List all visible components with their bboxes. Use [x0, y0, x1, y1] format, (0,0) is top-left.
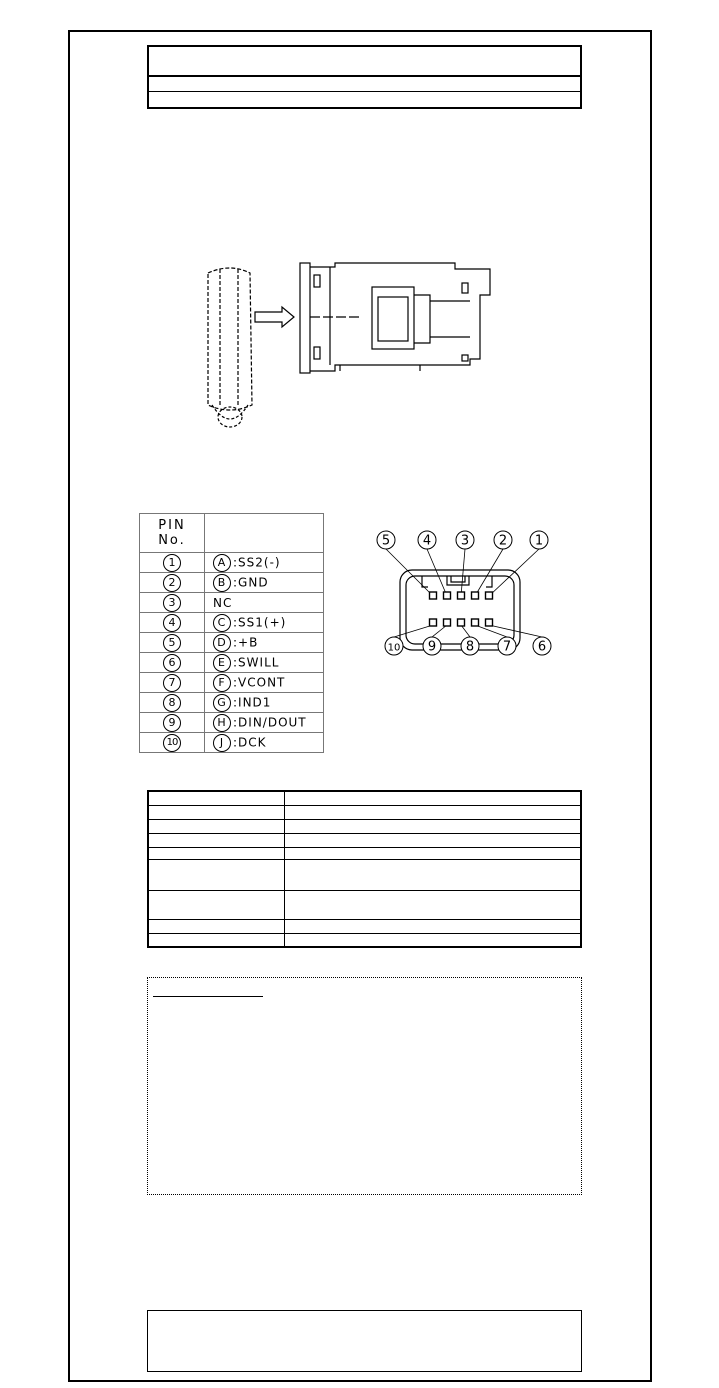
notes-box [147, 977, 582, 1195]
pin-table-header [140, 514, 324, 553]
connector-pin-top [418, 531, 451, 599]
signal-letter: C [213, 614, 231, 632]
signal-letter: E [213, 654, 231, 672]
connector-pin-label: 10 [387, 642, 401, 654]
pin-number: 4 [163, 614, 181, 632]
title-block [147, 45, 582, 109]
signal-name: NC [213, 595, 233, 610]
signal-name: :DCK [233, 735, 267, 749]
signal-letter: A [213, 554, 231, 572]
pin-row [140, 713, 324, 733]
pin-number: 2 [163, 574, 181, 592]
pin-number: 5 [163, 634, 181, 652]
pin-row [140, 673, 324, 693]
signal-name: :SS1(+) [233, 615, 287, 629]
pin-number: 1 [163, 554, 181, 572]
connector-pin-label: 7 [502, 639, 512, 655]
connector-face-drawing [370, 525, 565, 690]
switch-side-view-drawing [190, 255, 530, 435]
pin-number: 7 [163, 674, 181, 692]
pin-number: 10 [163, 734, 181, 752]
signal-letter: G [213, 694, 231, 712]
signal-name: :SS2(-) [233, 555, 281, 569]
connector-pin-label: 3 [460, 533, 470, 549]
signal-letter: D [213, 634, 231, 652]
specification-table [147, 790, 582, 948]
connector-pin-label: 2 [498, 533, 508, 549]
pin-row [140, 593, 324, 613]
pin-row [140, 633, 324, 653]
pin-row [140, 693, 324, 713]
pin-assignment-table [139, 513, 324, 753]
connector-pin-label: 8 [465, 639, 475, 655]
connector-pin-top [456, 531, 474, 599]
pin-number: 9 [163, 714, 181, 732]
pin-no-header-cell [140, 514, 205, 553]
signal-name: :GND [233, 575, 269, 589]
signal-name: :+B [233, 635, 259, 649]
connector-pin-label: 4 [422, 533, 432, 549]
pin-number: 6 [163, 654, 181, 672]
pin-row [140, 613, 324, 633]
connector-pin-label: 9 [427, 639, 437, 655]
connector-pin-label: 6 [537, 639, 547, 655]
signal-header-cell [205, 514, 324, 553]
pin-number: 8 [163, 694, 181, 712]
pin-header-line1: PIN [158, 518, 186, 533]
pin-row [140, 653, 324, 673]
connector-pin-label: 1 [534, 533, 544, 549]
signal-letter: H [213, 714, 231, 732]
connector-pin-label: 5 [381, 533, 391, 549]
signal-name: :VCONT [233, 675, 286, 689]
signal-letter: J [213, 734, 231, 752]
signal-letter: F [213, 674, 231, 692]
pin-row [140, 553, 324, 573]
specification-table-wrapper [147, 790, 582, 956]
pin-header-line2: No. [158, 533, 186, 548]
signal-name: :IND1 [233, 695, 272, 709]
pin-row [140, 733, 324, 753]
signal-name: :DIN/DOUT [233, 715, 307, 729]
pin-row [140, 573, 324, 593]
signal-letter: B [213, 574, 231, 592]
signal-name: :SWILL [233, 655, 280, 669]
footer-box [147, 1310, 582, 1372]
pin-number: 3 [163, 594, 181, 612]
connector-pin-top [472, 531, 513, 599]
